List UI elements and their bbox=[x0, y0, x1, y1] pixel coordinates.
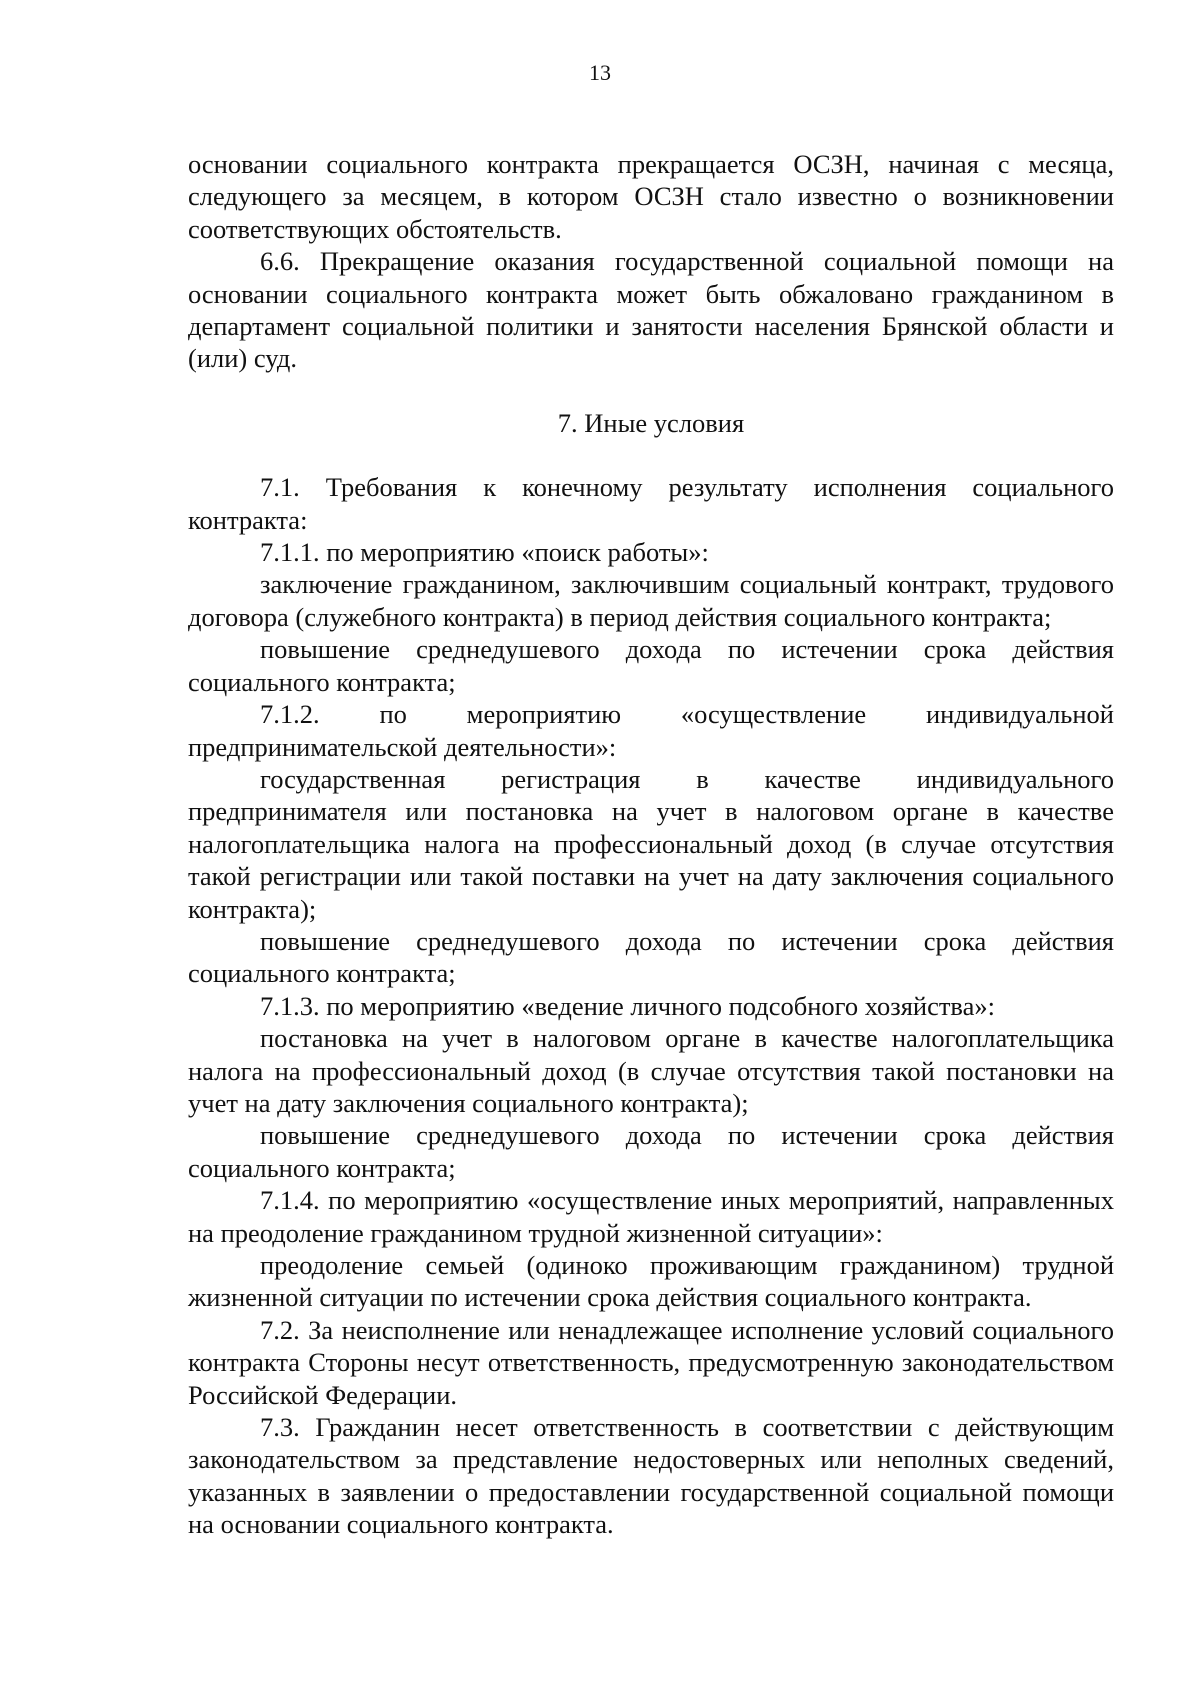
paragraph-7-1-4: 7.1.4. по мероприятию «осуществление иных мероприятий, направленных на преодоление гражданином трудной жизненной ситуации»: bbox=[188, 1185, 1114, 1248]
paragraph-7-3: 7.3. Гражданин несет ответственность в соответствии с действующим законодательством за представление недостоверных или неполных сведений, указанных в заявлении о предоставлении государственной социальной помощи на основании социального контракта. bbox=[188, 1412, 1114, 1540]
paragraph-7-2: 7.2. За неисполнение или ненадлежащее исполнение условий социального контракта Стороны несут ответственность, предусмотренную законодательством Российской Федерации. bbox=[188, 1314, 1114, 1410]
paragraph-6-6: 6.6. Прекращение оказания государственной социальной помощи на основании социального контракта может быть обжаловано гражданином в департамент социальной политики и занятости населения Брянской области и (или) суд. bbox=[188, 246, 1114, 374]
paragraph-continuation: основании социального контракта прекращается ОСЗН, начиная с месяца, следующего за месяцем, в котором ОСЗН стало известно о возникновении соответствующих обстоятельств. bbox=[188, 149, 1114, 244]
paragraph-7-1-3-item-2: повышение среднедушевого дохода по истечении срока действия социального контракта; bbox=[188, 1120, 1114, 1183]
paragraph-7-1-2: 7.1.2. по мероприятию «осуществление индивидуальной предпринимательской деятельности»: bbox=[188, 699, 1114, 762]
section-heading: 7. Иные условия bbox=[557, 407, 745, 438]
page-number: 13 bbox=[589, 60, 611, 85]
paragraph-7-1-1: 7.1.1. по мероприятию «поиск работы»: bbox=[260, 537, 709, 568]
paragraph-7-1: 7.1. Требования к конечному результату исполнения социального контракта: bbox=[188, 472, 1114, 535]
paragraph-7-1-3: 7.1.3. по мероприятию «ведение личного подсобного хозяйства»: bbox=[260, 990, 995, 1021]
paragraph-7-1-1-item-2: повышение среднедушевого дохода по истечении срока действия социального контракта; bbox=[188, 634, 1114, 697]
paragraph-7-1-2-item-2: повышение среднедушевого дохода по истечении срока действия социального контракта; bbox=[188, 925, 1114, 989]
paragraph-7-1-2-item-1: государственная регистрация в качестве индивидуального предпринимателя или постановка на учет в налоговом органе в качестве налогоплательщика налога на профессиональный доход (в случае отсутствия такой регистрации или такой поставки на учет на дату заключения социального контракта); bbox=[188, 763, 1114, 924]
document-body bbox=[188, 148, 1114, 1541]
paragraph-7-1-3-item-1: постановка на учет в налоговом органе в качестве налогоплательщика налога на профессиональный доход (в случае отсутствия такой постановки на учет на дату заключения социального контракта); bbox=[188, 1023, 1114, 1118]
paragraph-7-1-4-item-1: преодоление семьей (одиноко проживающим гражданином) трудной жизненной ситуации по истечении срока действия социального контракта. bbox=[188, 1250, 1114, 1313]
paragraph-7-1-1-item-1: заключение гражданином, заключившим социальный контракт, трудового договора (служебного контракта) в период действия социального контракта; bbox=[188, 569, 1114, 632]
